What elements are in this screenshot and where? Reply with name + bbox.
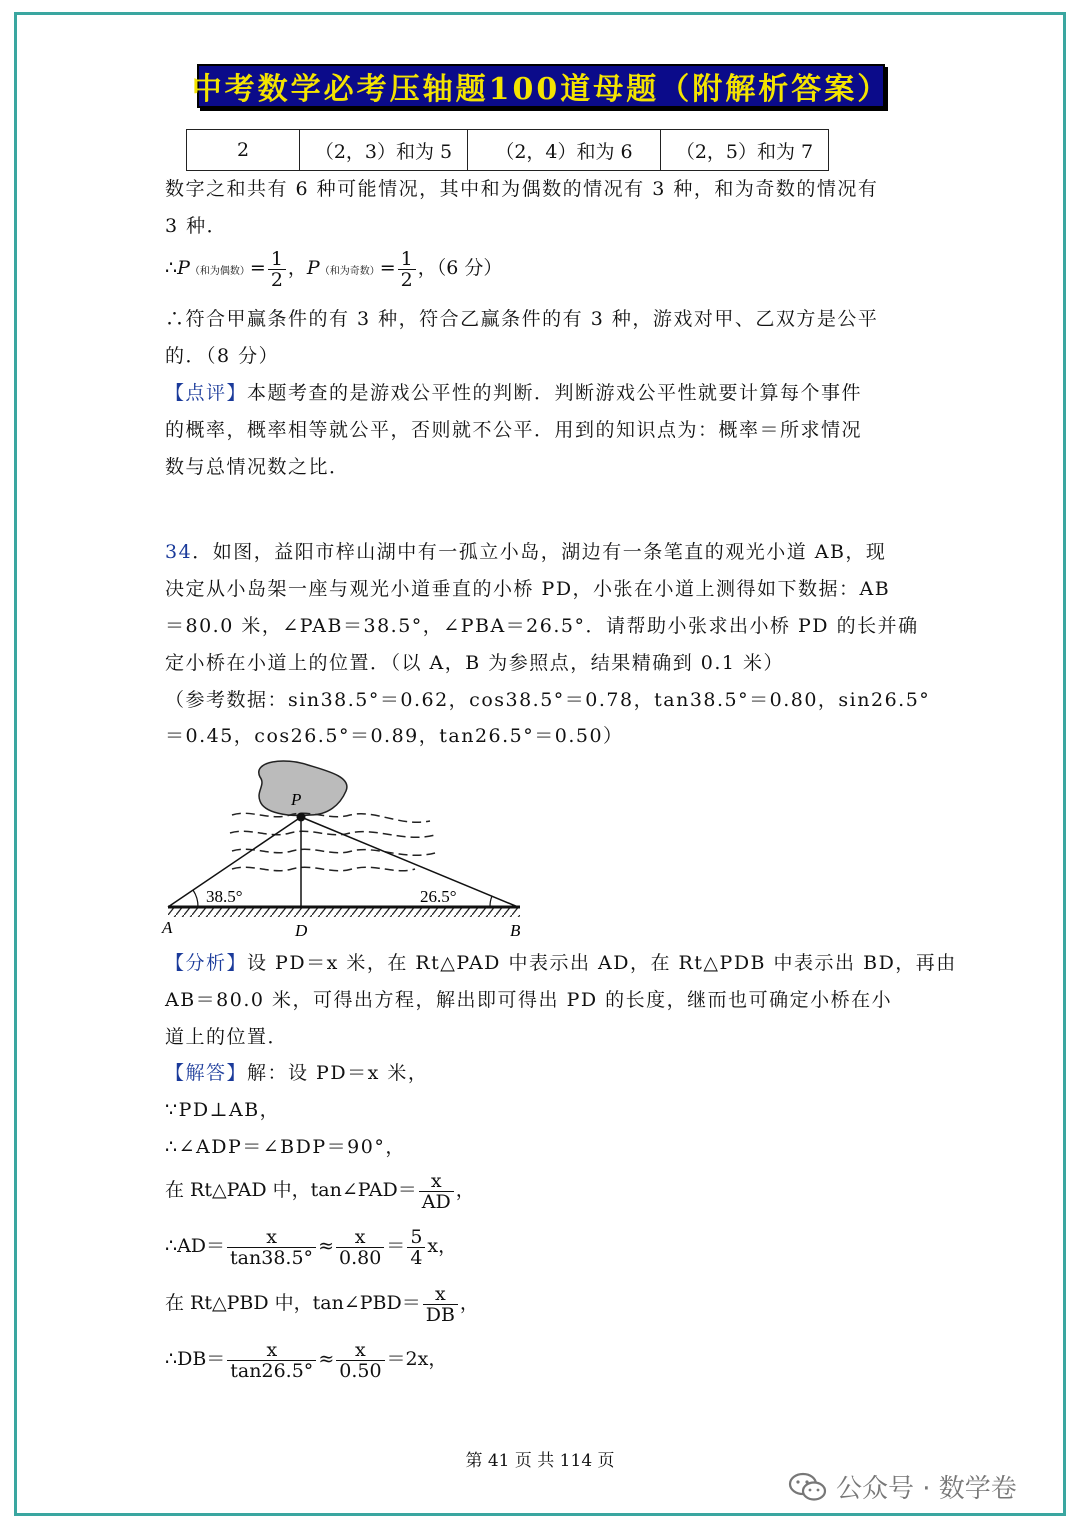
text-line: 数字之和共有 6 种可能情况，其中和为偶数的情况有 3 种，和为奇数的情况有 bbox=[165, 178, 879, 200]
comment-line: 【点评】本题考查的是游戏公平性的判断．判断游戏公平性就要计算每个事件 bbox=[165, 382, 863, 404]
label-a: A bbox=[162, 918, 173, 937]
formula-line: ∴DB＝ $\frac{x}{\tan 26.5^\circ}$ ≈ $\frac{x}{0.50}$ ＝2x， bbox=[165, 1338, 448, 1382]
watermark-text: 公众号 · 数学卷 bbox=[836, 1474, 1017, 1504]
label-b: B bbox=[510, 921, 521, 940]
text-line: 数与总情况数之比． bbox=[165, 456, 350, 478]
island-shape bbox=[259, 761, 347, 815]
label-angle-a: 38.5° bbox=[206, 887, 243, 906]
table-cell: （2，3）和为 5 bbox=[300, 130, 468, 171]
formula-line: 在 Rt△PAD 中，tan∠PAD＝ $\frac{x}{AD}$ ， bbox=[165, 1169, 475, 1213]
wechat-icon bbox=[788, 1472, 828, 1502]
text-line: 定小桥在小道上的位置．（以 A，B 为参照点，结果精确到 0.1 米） bbox=[165, 652, 785, 674]
text-line: 3 种． bbox=[165, 215, 228, 237]
formula-line: ∴AD＝ $\frac{x}{\tan 38.5^\circ}$ ≈ $\frac{x}{0.80}$ ＝ $\frac{5}{4}$ x， bbox=[165, 1225, 458, 1269]
sum-table bbox=[186, 129, 829, 171]
text-line: ∴符合甲赢条件的有 3 种，符合乙赢条件的有 3 种，游戏对甲、乙双方是公平 bbox=[165, 308, 879, 330]
text-line: ＝80.0 米，∠PAB＝38.5°，∠PBA＝26.5°．请帮助小张求出小桥 PD 的长并确 bbox=[165, 615, 919, 637]
comment-tag: 【点评】 bbox=[165, 382, 248, 404]
water-waves bbox=[230, 813, 435, 870]
answer-tag: 【解答】 bbox=[165, 1062, 248, 1084]
label-d: D bbox=[295, 921, 308, 940]
text-line: AB＝80.0 米，可得出方程，解出即可得出 PD 的长度，继而也可确定小桥在小 bbox=[165, 989, 893, 1011]
analysis-tag: 【分析】 bbox=[165, 952, 248, 974]
segment-pb bbox=[301, 817, 518, 907]
page-footer: 第 41 页 共 114 页 bbox=[465, 1451, 615, 1471]
text-line: ＝0.45，cos26.5°＝0.89，tan26.5°＝0.50） bbox=[165, 725, 624, 747]
page-title-banner: 中考数学必考压轴题100道母题（附解析答案） bbox=[197, 64, 885, 108]
label-angle-b: 26.5° bbox=[420, 887, 457, 906]
angle-arc-a bbox=[193, 890, 198, 907]
text-line: 的．（8 分） bbox=[165, 345, 280, 367]
question-number: 34 bbox=[165, 541, 193, 563]
formula-line: 在 Rt△PBD 中，tan∠PBD＝ $\frac{x}{DB}$ ， bbox=[165, 1282, 479, 1326]
table-cell: 2 bbox=[187, 130, 300, 171]
analysis-line: 【分析】设 PD＝x 米，在 Rt△PAD 中表示出 AD，在 Rt△PDB 中表示出 BD，再由 bbox=[165, 952, 957, 974]
text-line: ∴∠ADP＝∠BDP＝90°， bbox=[165, 1136, 406, 1158]
angle-arc-b bbox=[490, 896, 492, 907]
probability-formula: ∴P（和为偶数）= $\frac{1}{2}$ ，P（和为奇数）= $\frac{1}{2}$ ，（6 分） bbox=[165, 247, 503, 291]
text-line: （参考数据：sin38.5°＝0.62，cos38.5°＝0.78，tan38.5°＝0.80，sin26.5° bbox=[165, 689, 931, 711]
answer-line: 【解答】解：设 PD＝x 米， bbox=[165, 1062, 429, 1084]
question-line: 34．如图，益阳市梓山湖中有一孤立小岛，湖边有一条笔直的观光小道 AB，现 bbox=[165, 541, 887, 563]
label-p: P bbox=[291, 790, 302, 809]
text-line: 道上的位置． bbox=[165, 1026, 289, 1048]
table-row bbox=[187, 130, 829, 171]
table-cell: （2，4）和为 6 bbox=[468, 130, 661, 171]
table-cell: （2，5）和为 7 bbox=[661, 130, 829, 171]
text-line: ∵PD⊥AB， bbox=[165, 1099, 281, 1121]
point-p bbox=[297, 813, 306, 822]
geometry-figure bbox=[160, 755, 530, 945]
text-line: 的概率，概率相等就公平，否则就不公平．用到的知识点为：概率＝所求情况 bbox=[165, 419, 863, 441]
text-line: 决定从小岛架一座与观光小道垂直的小桥 PD，小张在小道上测得如下数据：AB bbox=[165, 578, 891, 600]
watermark bbox=[788, 1468, 1017, 1505]
